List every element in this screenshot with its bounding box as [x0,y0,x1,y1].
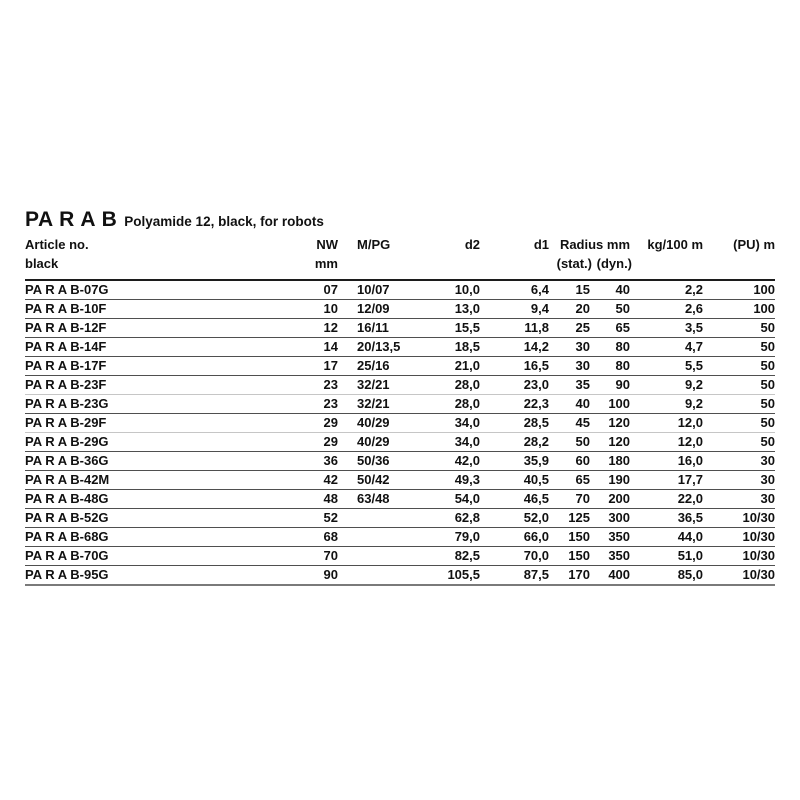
cell-radius_dyn: 300 [608,510,631,525]
col-header-mpg: M/PG [357,237,391,252]
cell-nw: 23 [323,377,338,392]
col-header-radius-dyn: (dyn.) [596,256,633,271]
table-body [25,280,775,585]
cell-pu: 30 [760,472,776,487]
table-row [25,490,775,509]
cell-d2: 34,0 [454,434,480,449]
cell-nw: 90 [323,567,338,582]
cell-pu: 100 [753,282,776,297]
page-title: PA R A B [25,208,118,231]
cell-kg: 5,5 [684,358,704,373]
cell-mpg: 40/29 [357,415,390,430]
spec-table [25,229,775,586]
cell-radius_stat: 170 [568,567,590,582]
cell-d2: 21,0 [454,358,480,373]
cell-radius_dyn: 80 [615,339,631,354]
col-header-kg: kg/100 m [647,237,704,252]
cell-kg: 9,2 [684,396,704,411]
cell-mpg [340,528,418,547]
cell-d1: 6,4 [530,282,549,297]
table-row [25,376,775,395]
cell-d2: 28,0 [454,396,480,411]
table-row [25,528,775,547]
cell-kg: 9,2 [684,377,704,392]
col-header-radius-stat: (stat.) [556,256,592,271]
cell-d2: 13,0 [454,301,480,316]
cell-d2: 34,0 [454,415,480,430]
cell-mpg: 50/36 [357,453,390,468]
table-header [25,229,775,280]
cell-pu: 30 [760,491,776,506]
cell-article: PA R A B-42M [25,472,110,487]
cell-d1: 11,8 [524,320,549,335]
cell-mpg: 40/29 [357,434,390,449]
cell-radius_stat: 15 [575,282,590,297]
cell-radius_dyn: 400 [608,567,631,582]
page-subtitle: Polyamide 12, black, for robots [124,214,324,229]
cell-d2: 15,5 [454,320,480,335]
cell-radius_stat: 60 [575,453,590,468]
cell-d2: 54,0 [454,491,480,506]
cell-article: PA R A B-36G [25,453,109,468]
cell-kg: 51,0 [677,548,704,563]
cell-kg: 3,5 [684,320,704,335]
col-header-nw-mm: mm [314,256,338,271]
cell-nw: 29 [323,415,338,430]
table-row [25,471,775,490]
cell-radius_dyn: 350 [608,548,631,563]
col-header-radius: Radius mm [559,237,631,252]
cell-d1: 22,3 [523,396,549,411]
col-header-article-black: black [25,256,59,271]
table-row [25,300,775,319]
col-header-d2: d2 [464,237,480,252]
cell-mpg: 12/09 [357,301,390,316]
cell-article: PA R A B-29G [25,434,109,449]
cell-kg: 22,0 [677,491,704,506]
table-row [25,319,775,338]
cell-nw: 29 [323,434,338,449]
cell-mpg [340,547,418,566]
table-row [25,509,775,528]
cell-pu: 10/30 [742,510,776,525]
cell-radius_dyn: 180 [608,453,631,468]
col-header-d1: d1 [533,237,549,252]
table-row [25,547,775,566]
cell-pu: 50 [760,415,776,430]
cell-radius_dyn: 190 [608,472,631,487]
cell-kg: 16,0 [677,453,704,468]
cell-radius_stat: 20 [575,301,590,316]
cell-nw: 14 [323,339,338,354]
cell-radius_stat: 30 [575,358,590,373]
cell-article: PA R A B-70G [25,548,109,563]
cell-mpg: 63/48 [357,491,390,506]
table-row [25,452,775,471]
cell-kg: 2,2 [684,282,704,297]
cell-mpg: 16/11 [357,320,389,335]
cell-d1: 40,5 [523,472,549,487]
cell-pu: 50 [760,320,776,335]
cell-radius_dyn: 50 [615,301,631,316]
cell-d2: 79,0 [454,529,480,544]
cell-mpg [340,509,418,528]
cell-radius_stat: 150 [568,529,590,544]
table-row [25,280,775,300]
cell-d1: 16,5 [523,358,549,373]
cell-radius_dyn: 40 [615,282,631,297]
cell-kg: 36,5 [677,510,704,525]
cell-kg: 12,0 [677,434,704,449]
cell-radius_dyn: 200 [608,491,631,506]
cell-article: PA R A B-23F [25,377,107,392]
table-row [25,433,775,452]
cell-mpg: 50/42 [357,472,390,487]
cell-radius_stat: 65 [575,472,590,487]
cell-d1: 46,5 [523,491,549,506]
cell-mpg [340,566,418,586]
cell-article: PA R A B-07G [25,282,109,297]
cell-pu: 50 [760,339,776,354]
cell-radius_dyn: 120 [608,415,631,430]
col-header-nw: NW [316,237,338,252]
cell-nw: 52 [323,510,338,525]
cell-article: PA R A B-12F [25,320,107,335]
cell-article: PA R A B-48G [25,491,109,506]
table-row [25,566,775,586]
cell-radius_dyn: 350 [608,529,631,544]
cell-pu: 50 [760,377,776,392]
cell-d1: 14,2 [523,339,549,354]
col-header-pu: (PU) m [733,237,776,252]
cell-d2: 18,5 [454,339,480,354]
cell-pu: 50 [760,358,776,373]
cell-article: PA R A B-95G [25,567,109,582]
cell-pu: 50 [760,434,776,449]
cell-radius_dyn: 100 [608,396,631,411]
cell-pu: 10/30 [742,567,776,582]
cell-radius_stat: 35 [575,377,590,392]
cell-radius_stat: 70 [575,491,590,506]
cell-kg: 85,0 [677,567,704,582]
cell-d2: 105,5 [447,567,480,582]
cell-kg: 44,0 [677,529,704,544]
cell-d2: 10,0 [454,282,480,297]
cell-d1: 35,9 [523,453,549,468]
table-row [25,357,775,376]
cell-mpg: 32/21 [357,377,390,392]
cell-mpg: 10/07 [357,282,390,297]
cell-nw: 07 [323,282,338,297]
cell-radius_dyn: 65 [615,320,631,335]
cell-article: PA R A B-29F [25,415,107,430]
cell-kg: 17,7 [677,472,704,487]
cell-nw: 17 [323,358,338,373]
cell-radius_stat: 40 [575,396,590,411]
cell-radius_stat: 150 [568,548,590,563]
cell-radius_stat: 30 [575,339,590,354]
cell-d1: 66,0 [523,529,549,544]
cell-pu: 100 [753,301,776,316]
cell-article: PA R A B-10F [25,301,107,316]
cell-d2: 28,0 [454,377,480,392]
cell-radius_stat: 45 [575,415,590,430]
table-row [25,414,775,433]
cell-nw: 48 [323,491,338,506]
cell-nw: 70 [323,548,338,563]
table-row [25,395,775,414]
cell-article: PA R A B-52G [25,510,109,525]
cell-nw: 12 [323,320,338,335]
cell-radius_dyn: 90 [615,377,631,392]
cell-d2: 42,0 [454,453,480,468]
cell-nw: 42 [323,472,338,487]
cell-d2: 62,8 [454,510,480,525]
cell-mpg: 25/16 [357,358,390,373]
cell-d1: 70,0 [523,548,549,563]
cell-d1: 87,5 [523,567,549,582]
cell-kg: 12,0 [677,415,704,430]
cell-pu: 10/30 [742,548,776,563]
cell-d2: 82,5 [454,548,480,563]
cell-pu: 10/30 [742,529,776,544]
cell-d1: 52,0 [523,510,549,525]
cell-mpg: 20/13,5 [357,339,401,354]
table-row [25,338,775,357]
cell-radius_stat: 125 [568,510,590,525]
cell-article: PA R A B-68G [25,529,109,544]
cell-article: PA R A B-23G [25,396,109,411]
cell-nw: 36 [323,453,338,468]
col-header-article: Article no. [25,237,89,252]
cell-d1: 23,0 [523,377,549,392]
cell-article: PA R A B-17F [25,358,107,373]
cell-kg: 2,6 [684,301,704,316]
cell-d2: 49,3 [454,472,480,487]
cell-nw: 10 [323,301,338,316]
cell-radius_stat: 50 [575,434,590,449]
cell-article: PA R A B-14F [25,339,107,354]
cell-pu: 30 [760,453,776,468]
cell-kg: 4,7 [684,339,704,354]
cell-d1: 28,2 [523,434,549,449]
cell-radius_stat: 25 [575,320,590,335]
cell-d1: 28,5 [523,415,549,430]
cell-radius_dyn: 80 [615,358,631,373]
cell-nw: 68 [323,529,338,544]
cell-pu: 50 [760,396,776,411]
cell-d1: 9,4 [530,301,549,316]
cell-mpg: 32/21 [357,396,390,411]
cell-nw: 23 [323,396,338,411]
cell-radius_dyn: 120 [608,434,631,449]
